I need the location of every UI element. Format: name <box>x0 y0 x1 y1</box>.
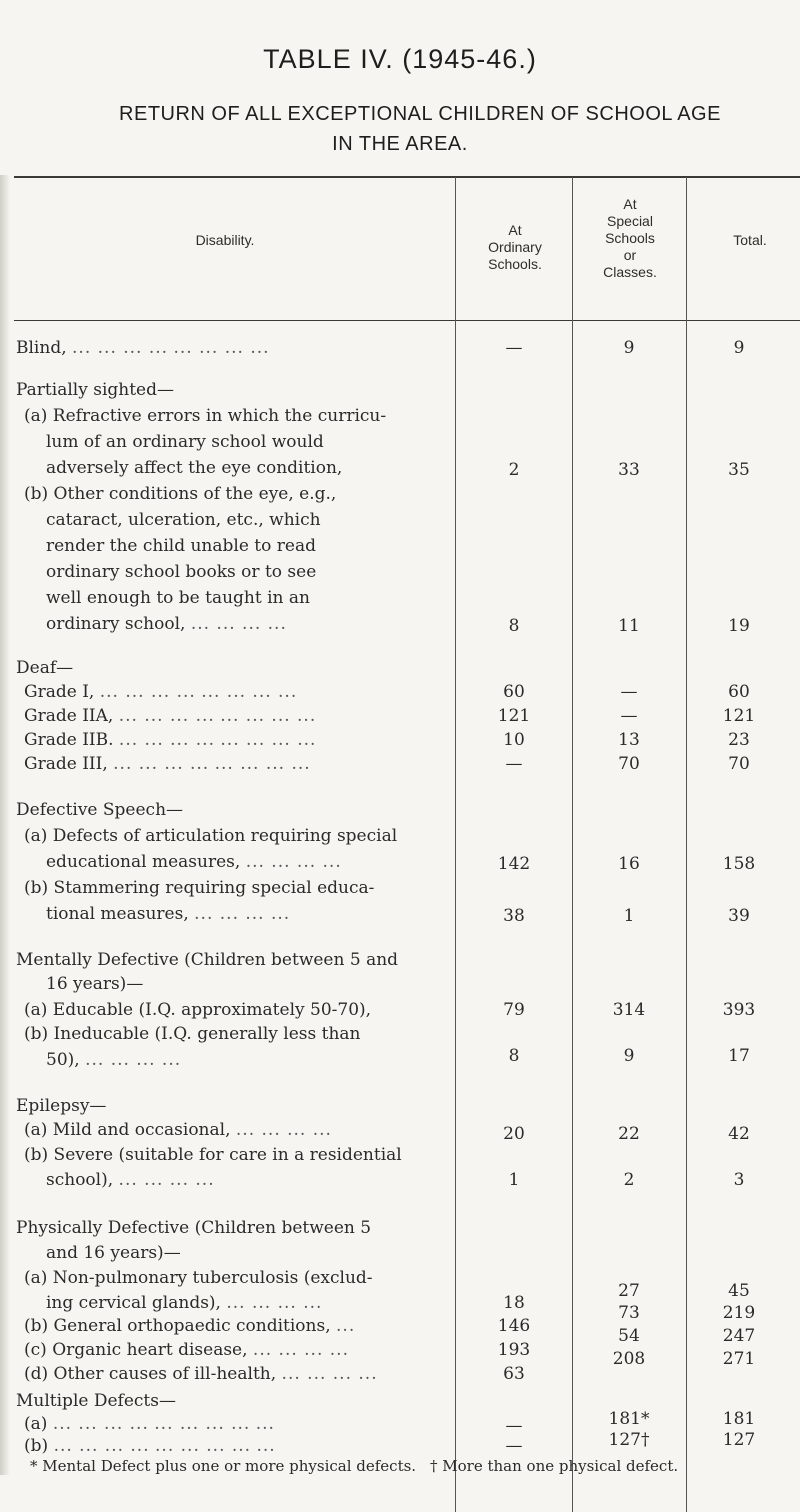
cell-special: 70 <box>618 754 640 774</box>
row-label-line: (b) Severe (suitable for care in a residential <box>24 1145 402 1165</box>
row-label-blind: Blind, ... ... ... ... ... ... ... ... <box>16 338 270 358</box>
row-label-line: (b) Ineducable (I.Q. generally less than <box>24 1024 361 1044</box>
cell-special: 54 <box>618 1326 640 1346</box>
cell-special: 22 <box>618 1124 640 1144</box>
cell-total: 42 <box>728 1124 750 1144</box>
section-heading-physical-2: and 16 years)— <box>46 1243 181 1263</box>
cell-total: 271 <box>722 1349 756 1369</box>
row-label-multiple-a: (a) ... ... ... ... ... ... ... ... ... <box>24 1414 275 1434</box>
table-subtitle-2: IN THE AREA. <box>332 133 468 155</box>
cell-ordinary: 8 <box>508 616 520 636</box>
cell-ordinary: 8 <box>508 1046 520 1066</box>
row-label-line: tional measures, ... ... ... ... <box>46 904 291 924</box>
cell-ordinary: — <box>505 338 523 358</box>
cell-special: 208 <box>612 1349 646 1369</box>
row-label-line: (b) General orthopaedic conditions, ... <box>24 1316 356 1336</box>
row-label-line: 50), ... ... ... ... <box>46 1050 182 1070</box>
section-heading-multiple: Multiple Defects— <box>16 1391 176 1411</box>
cell-ordinary: 38 <box>503 906 525 926</box>
cell-special: — <box>620 682 638 702</box>
section-heading-deaf: Deaf— <box>16 658 74 678</box>
table-subtitle: RETURN OF ALL EXCEPTIONAL CHILDREN OF SCHOOL AGE <box>119 103 721 125</box>
section-heading-physical: Physically Defective (Children between 5 <box>16 1218 372 1238</box>
cell-total: 158 <box>722 854 756 874</box>
cell-total: 70 <box>728 754 750 774</box>
cell-ordinary: 193 <box>497 1340 531 1360</box>
column-divider-1 <box>455 177 456 1512</box>
cell-ordinary: 63 <box>503 1364 525 1384</box>
cell-special: 2 <box>623 1170 635 1190</box>
row-label-line: ordinary school, ... ... ... ... <box>46 614 287 634</box>
section-heading-partially-sighted: Partially sighted— <box>16 380 174 400</box>
section-heading-mental: Mentally Defective (Children between 5 and <box>16 950 399 970</box>
row-label-line: (b) Other conditions of the eye, e.g., <box>24 484 337 504</box>
row-label-line: (a) Mild and occasional, ... ... ... ... <box>24 1120 332 1140</box>
row-label-line: (a) Educable (I.Q. approximately 50-70), <box>24 1000 372 1020</box>
section-heading-epilepsy: Epilepsy— <box>16 1096 107 1116</box>
cell-ordinary: — <box>505 1416 523 1436</box>
cell-ordinary: — <box>505 1436 523 1456</box>
cell-special: 181* <box>608 1409 650 1429</box>
cell-special: — <box>620 706 638 726</box>
row-label-line: well enough to be taught in an <box>46 588 310 608</box>
cell-special: 9 <box>623 338 635 358</box>
cell-total: 35 <box>728 460 750 480</box>
cell-ordinary: 18 <box>503 1293 525 1313</box>
cell-total: 127 <box>722 1430 756 1450</box>
cell-ordinary: — <box>505 754 523 774</box>
col-header-disability: Disability. <box>195 232 255 248</box>
cell-special: 1 <box>623 906 635 926</box>
row-label-line: render the child unable to read <box>46 536 316 556</box>
row-label-line: educational measures, ... ... ... ... <box>46 852 342 872</box>
page-edge-shadow <box>0 175 10 1475</box>
cell-special: 9 <box>623 1046 635 1066</box>
cell-total: 60 <box>728 682 750 702</box>
cell-ordinary: 20 <box>503 1124 525 1144</box>
cell-total: 247 <box>722 1326 756 1346</box>
cell-ordinary: 60 <box>503 682 525 702</box>
cell-special: 13 <box>618 730 640 750</box>
cell-total: 17 <box>728 1046 750 1066</box>
cell-ordinary: 2 <box>508 460 520 480</box>
row-label-line: (b) Stammering requiring special educa- <box>24 878 375 898</box>
cell-special: 11 <box>618 616 640 636</box>
cell-ordinary: 142 <box>497 854 531 874</box>
cell-total: 45 <box>728 1281 750 1301</box>
row-label-line: school), ... ... ... ... <box>46 1170 215 1190</box>
cell-special: 27 <box>618 1281 640 1301</box>
cell-total: 9 <box>733 338 745 358</box>
cell-ordinary: 10 <box>503 730 525 750</box>
row-label-line: (d) Other causes of ill-health, ... ... ... ... <box>24 1364 378 1384</box>
cell-total: 19 <box>728 616 750 636</box>
col-header-total: Total. <box>733 232 767 248</box>
section-heading-speech: Defective Speech— <box>16 800 184 820</box>
cell-total: 219 <box>722 1303 756 1323</box>
cell-special: 127† <box>608 1430 650 1450</box>
row-label-line: cataract, ulceration, etc., which <box>46 510 321 530</box>
row-label-line: (c) Organic heart disease, ... ... ... ... <box>24 1340 349 1360</box>
row-label-line: ing cervical glands), ... ... ... ... <box>46 1293 323 1313</box>
footnote-dagger: † More than one physical defect. <box>430 1457 679 1475</box>
row-label-multiple-b: (b) ... ... ... ... ... ... ... ... ... <box>24 1436 276 1456</box>
row-label-deaf-grade-1: Grade I, ... ... ... ... ... ... ... ... <box>24 682 298 702</box>
cell-special: 73 <box>618 1303 640 1323</box>
cell-special: 33 <box>618 460 640 480</box>
column-divider-3 <box>686 177 687 1512</box>
section-heading-mental-2: 16 years)— <box>46 974 144 994</box>
row-label-deaf-grade-2a: Grade IIA, ... ... ... ... ... ... ... ... <box>24 706 317 726</box>
row-label-line: ordinary school books or to see <box>46 562 317 582</box>
row-label-line: (a) Refractive errors in which the curricu- <box>24 406 387 426</box>
table-top-rule <box>14 176 800 178</box>
cell-special: 16 <box>618 854 640 874</box>
cell-total: 3 <box>733 1170 745 1190</box>
cell-ordinary: 121 <box>497 706 531 726</box>
row-label-line: (a) Non-pulmonary tuberculosis (exclud- <box>24 1268 373 1288</box>
row-label-deaf-grade-3: Grade III, ... ... ... ... ... ... ... ... <box>24 754 311 774</box>
cell-special: 314 <box>612 1000 646 1020</box>
column-divider-2 <box>572 177 573 1512</box>
header-rule <box>14 320 800 321</box>
row-label-line: (a) Defects of articulation requiring special <box>24 826 398 846</box>
footnote-star: * Mental Defect plus one or more physical defects. <box>30 1457 417 1475</box>
col-header-special: At Special Schools or Classes. <box>603 196 657 280</box>
cell-ordinary: 79 <box>503 1000 525 1020</box>
table-title: TABLE IV. (1945-46.) <box>263 44 537 74</box>
cell-total: 39 <box>728 906 750 926</box>
cell-ordinary: 1 <box>508 1170 520 1190</box>
cell-total: 181 <box>722 1409 756 1429</box>
cell-ordinary: 146 <box>497 1316 531 1336</box>
cell-total: 393 <box>722 1000 756 1020</box>
col-header-ordinary: At Ordinary Schools. <box>488 222 542 272</box>
cell-total: 23 <box>728 730 750 750</box>
cell-total: 121 <box>722 706 756 726</box>
row-label-deaf-grade-2b: Grade IIB. ... ... ... ... ... ... ... ... <box>24 730 317 750</box>
row-label-line: adversely affect the eye condition, <box>46 458 343 478</box>
row-label-line: lum of an ordinary school would <box>46 432 324 452</box>
